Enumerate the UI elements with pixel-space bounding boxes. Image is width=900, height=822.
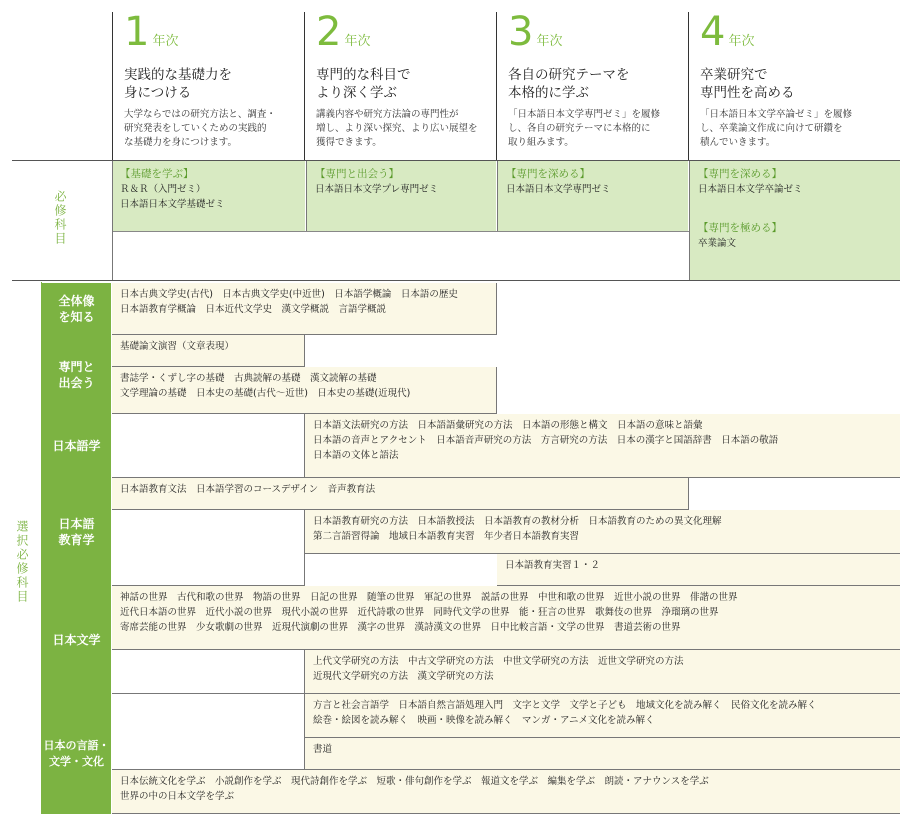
category-bungaku: 日本文学 bbox=[42, 586, 111, 696]
year-3-title: 各自の研究テーマを 本格的に学ぶ bbox=[508, 67, 630, 101]
courses-gengo-1: 方言と社会言語学 日本語自然言語処理入門 文字と文学 文学と子ども 地域文化を読み解く 民俗文化を読み解く 絵巻・絵図を読み解く 映画・映像を読み解く マンガ・アニメ文化を読み解く bbox=[305, 694, 900, 738]
required-y3: 【専門を深める】 日本語日本文学専門ゼミ bbox=[497, 161, 688, 231]
divider bbox=[496, 12, 497, 160]
required-label: 必修科目 bbox=[53, 190, 67, 246]
divider bbox=[112, 231, 689, 232]
empty-cell bbox=[112, 694, 305, 770]
required-y4: 【専門を深める】 日本語日本文学卒論ゼミ 【専門を極める】 卒業論文 bbox=[689, 161, 900, 280]
category-senmon: 専門と 出会う bbox=[42, 335, 111, 416]
year-1-title: 実践的な基礎力を 身につける bbox=[124, 67, 232, 101]
courses-kyoiku-2: 日本語教育研究の方法 日本語教授法 日本語教育の教材分析 日本語教育のための異文化理解 第二言語習得論 地域日本語教育実習 年少者日本語教育実習 bbox=[305, 510, 900, 554]
required-y1: 【基礎を学ぶ】 Ｒ＆Ｒ（入門ゼミ） 日本語日本文学基礎ゼミ bbox=[112, 161, 305, 231]
divider bbox=[112, 161, 113, 281]
divider bbox=[304, 12, 305, 160]
elective-label: 選択必修科目 bbox=[15, 520, 29, 604]
courses-gengo-2: 書道 bbox=[305, 738, 900, 770]
divider bbox=[112, 12, 113, 160]
courses-gengo-3: 日本伝統文化を学ぶ 小説創作を学ぶ 現代詩創作を学ぶ 短歌・俳句創作を学ぶ 報道文を学ぶ 編集を学ぶ 朗読・アナウンスを学ぶ 世界の中の日本文学を学ぶ bbox=[112, 770, 900, 814]
category-kyoiku: 日本語 教育学 bbox=[42, 478, 111, 588]
empty-cell bbox=[112, 510, 305, 586]
year-3-heading: 3 年次 bbox=[508, 9, 563, 55]
courses-kyoiku-1: 日本語教育文法 日本語学習のコースデザイン 音声教育法 bbox=[112, 478, 689, 510]
courses-zentai: 日本古典文学史(古代) 日本古典文学史(中近世) 日本語学概論 日本語の歴史 日本語教育学概論 日本近代文学史 漢文学概説 言語学概説 bbox=[112, 283, 497, 335]
category-zentai: 全体像 を知る bbox=[42, 283, 111, 337]
year-4-desc: 「日本語日本文学卒論ゼミ」を履修 し、卒業論文作成に向けて研鑽を 積んでいきます。 bbox=[700, 109, 853, 148]
year-3-desc: 「日本語日本文学専門ゼミ」を履修 し、各自の研究テーマに本格的に 取り組みます。 bbox=[508, 109, 661, 148]
year-2-heading: 2 年次 bbox=[316, 9, 371, 55]
courses-bungaku-1: 神話の世界 古代和歌の世界 物語の世界 日記の世界 随筆の世界 軍記の世界 説話の世界 中世和歌の世界 近世小説の世界 俳諧の世界 近代日本語の世界 近代小説の世界 現代小説の世界 近代詩歌の世界 同時代文学の世界 能・狂言の世界 歌舞伎の世界 浄瑠璃の世界 寄席芸能の世界 少女歌劇の世界 近現代演劇の世界 漢字の世界 漢詩漢文の世界 日中比較言語・文学の世界 書道芸術の世界 bbox=[112, 586, 900, 650]
year-1-desc: 大学ならではの研究方法と、調査・ 研究発表をしていくための実践的 な基礎力を身につけます。 bbox=[124, 109, 276, 148]
divider bbox=[688, 12, 689, 160]
year-4-heading: 4 年次 bbox=[700, 9, 755, 55]
year-4-title: 卒業研究で 専門性を高める bbox=[700, 67, 795, 101]
required-y2: 【専門と出会う】 日本語日本文学プレ専門ゼミ bbox=[306, 161, 496, 231]
year-1-heading: 1 年次 bbox=[124, 9, 179, 55]
category-nihongo: 日本語学 bbox=[42, 414, 111, 480]
courses-senmon-1: 基礎論文演習（文章表現） bbox=[112, 335, 305, 367]
category-gengo: 日本の言語・ 文学・文化 bbox=[42, 694, 111, 816]
divider bbox=[12, 280, 900, 281]
courses-bungaku-2: 上代文学研究の方法 中古文学研究の方法 中世文学研究の方法 近世文学研究の方法 近現代文学研究の方法 漢文学研究の方法 bbox=[305, 650, 900, 694]
empty-cell bbox=[112, 414, 305, 478]
courses-kyoiku-3: 日本語教育実習１・２ bbox=[497, 554, 900, 586]
courses-senmon-2: 書誌学・くずし字の基礎 古典読解の基礎 漢文読解の基礎 文学理論の基礎 日本史の基礎(古代〜近世) 日本史の基礎(近現代) bbox=[112, 367, 497, 414]
empty-cell bbox=[112, 650, 305, 694]
year-2-desc: 講義内容や研究方法論の専門性が 増し、より深い探究、より広い展望を 獲得できます。 bbox=[316, 109, 478, 148]
courses-nihongo: 日本語文法研究の方法 日本語語彙研究の方法 日本語の形態と構文 日本語の意味と語彙 日本語の音声とアクセント 日本語音声研究の方法 方言研究の方法 日本の漢字と国語辞書 日本語の敬語 日本語の文体と語法 bbox=[305, 414, 900, 478]
year-2-title: 専門的な科目で より深く学ぶ bbox=[316, 67, 411, 101]
